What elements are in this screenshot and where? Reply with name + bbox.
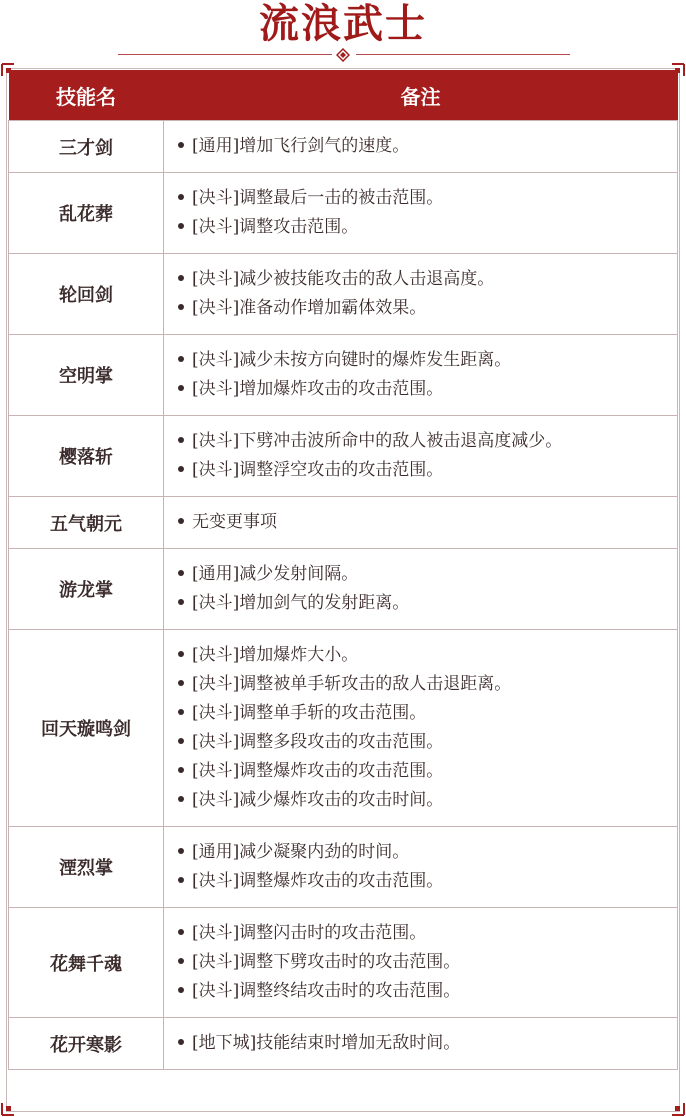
note-text: [决斗]调整闪击时的攻击范围。 [192,923,427,943]
column-header-notes: 备注 [164,70,678,121]
list-item [178,427,677,456]
skill-notes [164,173,678,254]
bullet-icon [178,356,184,362]
bullet-icon [178,929,184,935]
list-item [178,867,677,896]
skill-name: 回天璇鸣剑 [9,630,164,827]
note-text: [决斗]减少未按方向键时的爆炸发生距离。 [192,350,512,370]
bullet-icon [178,599,184,605]
list-item [178,213,677,242]
skill-notes [164,549,678,630]
note-text: [决斗]增加剑气的发射距离。 [192,593,410,613]
list-item [178,728,677,757]
note-text: [决斗]减少被技能攻击的敌人击退高度。 [192,269,495,289]
bullet-icon [178,680,184,686]
bullet-icon [178,466,184,472]
bullet-icon [178,877,184,883]
note-list [178,265,677,323]
skill-name: 空明掌 [9,335,164,416]
skill-notes [164,121,678,173]
table-row [9,497,678,549]
skill-notes [164,254,678,335]
list-item [178,838,677,867]
bullet-icon [178,275,184,281]
corner-ornament-icon [664,1095,686,1117]
note-text: [决斗]减少爆炸攻击的攻击时间。 [192,790,444,810]
list-item [178,265,677,294]
title-rule-right [356,54,570,55]
note-text: [决斗]增加爆炸大小。 [192,645,359,665]
skill-notes [164,416,678,497]
list-item [178,456,677,485]
bullet-icon [178,958,184,964]
diamond-ornament-icon [336,48,350,62]
note-text: [通用]减少凝聚内劲的时间。 [192,842,410,862]
bullet-icon [178,518,184,524]
bullet-icon [178,194,184,200]
note-text: [决斗]调整爆炸攻击的攻击范围。 [192,871,444,891]
bullet-icon [178,570,184,576]
note-text: [决斗]调整最后一击的被击范围。 [192,188,444,208]
table-row [9,335,678,416]
note-list [178,427,677,485]
note-text: [决斗]调整攻击范围。 [192,217,359,237]
note-text: [通用]增加飞行剑气的速度。 [192,136,410,156]
list-item [178,560,677,589]
skill-notes [164,908,678,1018]
corner-ornament-icon [0,1095,22,1117]
table-row [9,173,678,254]
bullet-icon [178,796,184,802]
list-item [178,375,677,404]
title-rule-left [118,54,332,55]
skill-notes [164,335,678,416]
bullet-icon [178,848,184,854]
table-row [9,827,678,908]
skill-notes [164,1018,678,1070]
bullet-icon [178,1039,184,1045]
list-item [178,670,677,699]
note-text: [决斗]下劈冲击波所命中的敌人被击退高度减少。 [192,431,563,451]
skill-notes [164,630,678,827]
note-text: [决斗]准备动作增加霸体效果。 [192,298,427,318]
note-list [178,508,677,537]
list-item [178,1029,677,1058]
bullet-icon [178,709,184,715]
list-item [178,184,677,213]
skill-name: 游龙掌 [9,549,164,630]
table-body [9,121,678,1070]
skill-notes [164,497,678,549]
table-row [9,908,678,1018]
list-item [178,346,677,375]
list-item [178,589,677,618]
note-text: [决斗]调整终结攻击时的攻击范围。 [192,981,461,1001]
note-text: [通用]减少发射间隔。 [192,564,359,584]
table-row [9,549,678,630]
skill-name: 乱花葬 [9,173,164,254]
skill-name: 樱落斩 [9,416,164,497]
skill-name: 三才剑 [9,121,164,173]
skill-changes-table [8,70,678,1070]
note-list [178,1029,677,1058]
note-text: [决斗]调整爆炸攻击的攻击范围。 [192,761,444,781]
bullet-icon [178,987,184,993]
note-text: [决斗]增加爆炸攻击的攻击范围。 [192,379,444,399]
bullet-icon [178,142,184,148]
table-header-row [9,70,678,121]
skill-name: 花舞千魂 [9,908,164,1018]
note-text: [决斗]调整浮空攻击的攻击范围。 [192,460,444,480]
note-text: [决斗]调整被单手斩攻击的敌人击退距离。 [192,674,512,694]
skill-notes [164,827,678,908]
skill-name: 五气朝元 [9,497,164,549]
list-item [178,641,677,670]
note-text: [地下城]技能结束时增加无敌时间。 [192,1033,461,1053]
list-item [178,699,677,728]
note-text: [决斗]调整多段攻击的攻击范围。 [192,732,444,752]
list-item [178,132,677,161]
note-text: [决斗]调整单手斩的攻击范围。 [192,703,427,723]
list-item [178,508,677,537]
note-text: 无变更事项 [192,512,277,532]
bullet-icon [178,651,184,657]
skill-name: 轮回剑 [9,254,164,335]
note-list [178,184,677,242]
list-item [178,977,677,1006]
skill-name: 花开寒影 [9,1018,164,1070]
note-list [178,641,677,815]
bullet-icon [178,223,184,229]
column-header-skill: 技能名 [9,70,164,121]
note-list [178,346,677,404]
bullet-icon [178,304,184,310]
table-row [9,1018,678,1070]
skill-name: 湮烈掌 [9,827,164,908]
note-list [178,919,677,1006]
table-row [9,254,678,335]
table-row [9,121,678,173]
table-row [9,416,678,497]
note-list [178,560,677,618]
list-item [178,786,677,815]
note-text: [决斗]调整下劈攻击时的攻击范围。 [192,952,461,972]
note-list [178,132,677,161]
note-list [178,838,677,896]
page-title: 流浪武士 [259,0,427,47]
title-banner [0,0,686,66]
bullet-icon [178,738,184,744]
bullet-icon [178,437,184,443]
bullet-icon [178,385,184,391]
list-item [178,757,677,786]
list-item [178,919,677,948]
list-item [178,294,677,323]
table-row [9,630,678,827]
bullet-icon [178,767,184,773]
list-item [178,948,677,977]
